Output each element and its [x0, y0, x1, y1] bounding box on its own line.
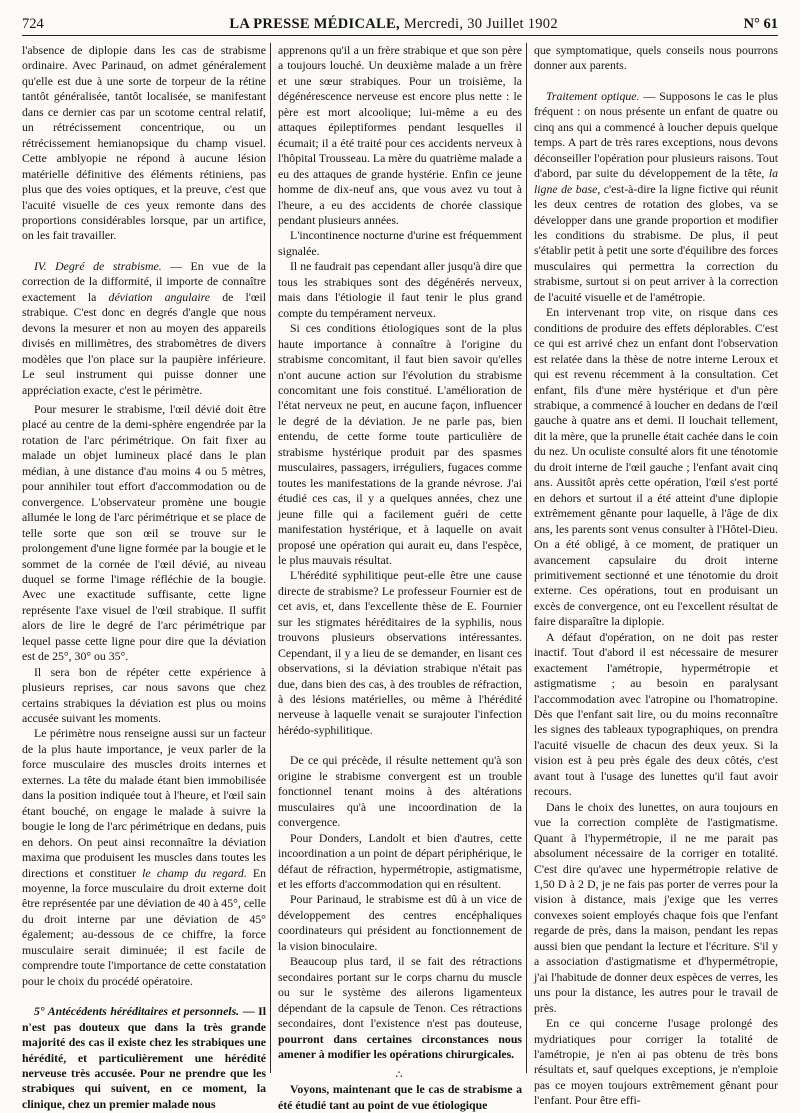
paragraph: Il sera bon de répéter cette expérience à plusieurs reprises, car nous savons que chez certains strabiques la déviation est plus ou moins accusée suivant les moments. [22, 664, 266, 726]
header-rule [22, 35, 778, 36]
running-title [229, 16, 558, 33]
column-divider [526, 43, 527, 1073]
text-column-2 [278, 43, 522, 1112]
bold-text: pourront dans certaines circonstances nous amener à modifier les opérations chirurgicales. [278, 1031, 522, 1061]
paragraph: Pour Donders, Landolt et bien d'autres, cette incoordination a un point de départ périphérique, le défaut de réfraction, hypermétropie, astigmatisme, et les efforts d'accommodation qui en résultent. [278, 830, 522, 892]
paragraph: Le périmètre nous renseigne aussi sur un facteur de la plus haute importance, je veux parler de la force musculaire des muscles droits internes et externes. La tête du malade étant bien immobilisée dans la position indiquée tout à l'heure, et l'œil sain étant bouché, on engage le malade à suivre la bougie le long de l'arc périmétrique en dedans, puis en dehors. On peut ainsi reconnaître la déviation maxima que produisent les muscles dans toutes les directions et constituer le champ du regard. En moyenne, la force musculaire du droit externe doit être représentée par une déviation de 40 à 45°, celle du droit interne par une déviation de 45° également; au-dessous de ce chiffre, la force musculaire serait diminuée; il est facile de comprendre toute l'importance de cette constatation pour le choix du procédé opératoire. [22, 726, 266, 988]
issue-number: N° 61 [743, 15, 778, 32]
section-paragraph: 5° Antécédents héréditaires et personnels. — Il n'est pas douteux que dans la très grande majorité des cas il existe chez les strabiques une hérédité, et particulièrement une hérédité nerveuse très accusée. Pour ne prendre que les strabiques qui suivent, en ce moment, la clinique, chez un premier malade nous [22, 1004, 266, 1111]
running-header [22, 14, 778, 34]
paragraph: Si ces conditions étiologiques sont de la plus haute importance à connaître à l'origine du strabisme concomitant, il faut bien savoir qu'elles n'ont aucune action sur l'évolution du strabisme concomitant une fois constitué. L'amélioration de l'état nerveux ne peut, en aucune façon, influencer le degré de la déviation. Je ne parle pas, bien entendu, de cette forme toute particulière de strabisme hystérique produit par des spasmes musculaires, passagers, irréguliers, fugaces comme toutes les manifestations de la grande névrose. J'ai étudié ces cas, il y a quelques années, chez une jeune fille qui a facilement guéri de cette manifestation hystérique, et à laquelle on avait proposé une opération qui aurait eu, dans l'espèce, le plus mauvais résultat. [278, 321, 522, 567]
emphasis: le champ du regard [142, 865, 244, 880]
text-column-1 [22, 43, 266, 1111]
section-paragraph: Traitement optique. — Supposons le cas le plus fréquent : on nous présente un enfant de quatre ou cinq ans qui a commencé à loucher depuis quelque temps. A part de très rares exceptions, nous devons déconseiller l'opération pour plusieurs raisons. Tout d'abord, par suite du développement de la tête, la ligne de base, c'est-à-dire la ligne fictive qui réunit les deux centres de rotation des globes, va se développer dans une grande proportion et modifier les conditions du strabisme. De plus, il peut s'établir petit à petit une sorte d'équilibre des forces musculaires qui permettra la correction du strabisme, surtout si on peut arriver à la correction de l'acuité visuelle et de l'amétropie. [534, 88, 778, 304]
section-heading: IV. Degré de strabisme. [34, 258, 162, 273]
text-column-3 [534, 43, 779, 1108]
paragraph: Voyons, maintenant que le cas de strabisme a été étudié tant au point de vue étiologique [278, 1082, 522, 1112]
emphasis: la ligne de base [534, 166, 778, 196]
paragraph: Il ne faudrait pas cependant aller jusqu'à dire que tous les strabiques sont des dégénérés nerveux, mais dans l'étiologie il faut tenir le plus grand compte du tempérament nerveux. [278, 259, 522, 320]
paragraph: apprenons qu'il a un frère strabique et que son père a toujours louché. Un deuxième malade a un frère et une sœur strabiques. Pour un troisième, la dégénérescence nerveuse est encore plus nette : le père est mort alcoolique; lui-même a eu des attaques épileptiformes pendant lesquelles il écumait; il a été traité pour ces accidents nerveux à l'hôpital Trousseau. La mère du quatrième malade a eu des attaques de grande hystérie. Enfin ce jeune homme de dix-neuf ans, que vous avez vu tout à l'heure, a eu des accidents de chorée classique pendant plusieurs années. [278, 43, 522, 227]
paragraph: En ce qui concerne l'usage prolongé des mydriatiques pour corriger la totalité de l'amétropie, je n'en ai pas obtenu de très bons résultats et, sauf quelques exceptions, je n'emploie pas ce moyen toujours extrêmement gênant pour l'enfant. Pour être effi- [534, 1016, 778, 1108]
paragraph: que symptomatique, quels conseils nous pourrons donner aux parents. [534, 43, 778, 73]
emphasis: déviation angulaire [108, 289, 211, 304]
column-divider [270, 43, 271, 1073]
paragraph: L'incontinence nocturne d'urine est fréquemment signalée. [278, 228, 522, 258]
paragraph: De ce qui précède, il résulte nettement qu'à son origine le strabisme convergent est un trouble fonctionnel tenant moins à des altérations musculaires qu'à une incoordination de la convergence. [278, 753, 522, 830]
section-separator: ∴ [395, 1069, 405, 1082]
paragraph: L'hérédité syphilitique peut-elle être une cause directe de strabisme? Le professeur Fournier est de cet avis, et, dans l'excellente thèse de E. Fournier sur les stigmates héréditaires de la syphilis, nous trouvons plusieurs observations intéressantes. Cependant, il y a lieu de se demander, en lisant ces observations, si la déviation strabique n'était pas due, dans bien des cas, à des troubles de réfraction, à des lésions matérielles, ou même à l'hérédité nerveuse à laquelle venait se surajouter l'infection hérédo-syphilitique. [278, 568, 522, 737]
section-paragraph: IV. Degré de strabisme. — En vue de la correction de la difformité, il importe de connaître exactement la déviation angulaire de l'œil strabique. C'est donc en degrés d'angle que nous devons la mesurer et non au moyen des appareils divisés en millimètres, des strabomètres de divers modèles que l'on place sur la paupière inférieure. Le seul instrument qui puisse donner une appréciation exacte, c'est le périmètre. [22, 258, 266, 397]
paragraph: Pour mesurer le strabisme, l'œil dévié doit être placé au centre de la demi-sphère engendrée par la rotation de l'arc périmétrique. On fait fixer au malade un objet lumineux placé dans le plan médian, à une distance d'au moins 4 ou 5 mètres, pour annihiler tout effort d'accommodation ou de convergence. L'observateur promène une bougie allumée le long de l'arc périmétrique et se place de telle sorte que son œil se trouve sur le prolongement d'une ligne formée par la bougie et le sommet de la cornée de l'œil dévié, au niveau duquel se forme l'image réfléchie de la bougie. Avec une exactitude suffisante, cette ligne représente l'axe visuel de l'œil strabique. Il suffit alors de lire le degré de l'arc périmétrique par lequel passe cette ligne pour dire que la déviation est de 25°, 30° ou 35°. [22, 401, 266, 664]
paragraph: l'absence de diplopie dans les cas de strabisme ordinaire. Avec Parinaud, on admet généralement qu'elle est due à une sorte de torpeur de la rétine tantôt généralisée, tantôt localisée, se manifestant dans ce dernier cas par un scotome central relatif, un rétrécissement concentrique, ou un rétrécissement hemianopsique du champ visuel. Cette amblyopie ne répond à aucune lésion matérielle définitive des éléments rétiniens, pas plus que des voies optiques, et la preuve, c'est que l'acuité visuelle de ces yeux remonte dans des proportions considérables lorsque, par un artifice, on les fait travailler. [22, 43, 266, 243]
issue-date: Mercredi, 30 Juillet 1902 [403, 15, 558, 32]
paragraph: En intervenant trop vite, on risque dans ces conditions de produire des effets déplorables. C'est ce qui est arrivé chez un enfant dont l'observation est relatée dans la thèse de notre interne Leroux et qui est revenu récemment à la consultation. Cet enfant, fils d'une mère hystérique et d'un père strabique, a commencé à loucher en dedans de l'œil gauche à quatre ans et demi. Il louchait tellement, dit la mère, que la prunelle était cachée dans le coin du nez. Un oculiste consulté alors fit une ténotomie du droit interne de l'œil gauche ; l'enfant avait cinq ans. Aussitôt après cette opération, l'œil s'est porté en dehors et surtout il a été atteint d'une diplopie extrêmement gênante pour laquelle, à l'âge de dix ans, les parents sont venus consulter à l'Hôtel-Dieu. On a été obligé, à ce moment, de pratiquer un avancement capsulaire du droit interne primitivement sectionné et une ténotomie du droit externe. Ces opérations, tout en produisant un excès de convergence, ont eu l'excellent résultat de faire disparaître la diplopie. [534, 305, 779, 629]
paragraph: Pour Parinaud, le strabisme est dû à un vice de développement des centres encéphaliques coordinateurs qui président au fonctionnement de la vision binoculaire. [278, 892, 522, 953]
paragraph: Dans le choix des lunettes, on aura toujours en vue la correction complète de l'astigmatisme. Quant à l'hypermétropie, il ne me parait pas absolument nécessaire de la corriger en totalité. C'est dire qu'avec une hypermétropie relative de 1,50 D à 2 D, je ne fais pas porter de verres pour la vision à distance, mais j'exige que les verres convexes soient employés chaque fois que l'enfant regarde de près, dans la maison, pendant les repas aussi bien que pendant la lecture et l'écriture. S'il y a association d'astigmatisme et d'hypermétropie, j'ai l'habitude de donner deux espèces de verres, les uns pour la distance, les autres pour le travail de près. [534, 799, 778, 1015]
publication-name: LA PRESSE MÉDICALE, [229, 15, 400, 32]
paragraph: A défaut d'opération, on ne doit pas rester inactif. Tout d'abord il est nécessaire de mesurer exactement l'amétropie, hypermétropie et astigmatisme ; au besoin en paralysant l'accommodation avec l'atropine ou l'homatropine. Dès que l'enfant sait lire, ou du moins reconnaître les signes des tableaux typographiques, on prendra l'acuité visuelle de chacun des deux yeux. Si la vision est à peu près égale des deux côtés, c'est avant tout à l'usage des lunettes qu'il faut avoir recours. [534, 629, 778, 799]
paragraph: Beaucoup plus tard, il se fait des rétractions secondaires portant sur le corps charnu du muscle ou sur le système des ailerons ligamenteux dépendant de la capsule de Tenon. Ces rétractions secondaires, dont l'existence n'est pas douteuse, pourront dans certaines circonstances nous amener à modifier les opérations chirurgicales. [278, 954, 522, 1061]
section-heading: Traitement optique. [546, 88, 640, 103]
section-heading: 5° Antécédents héréditaires et personnels. [34, 1004, 240, 1019]
page-number: 724 [22, 15, 44, 32]
